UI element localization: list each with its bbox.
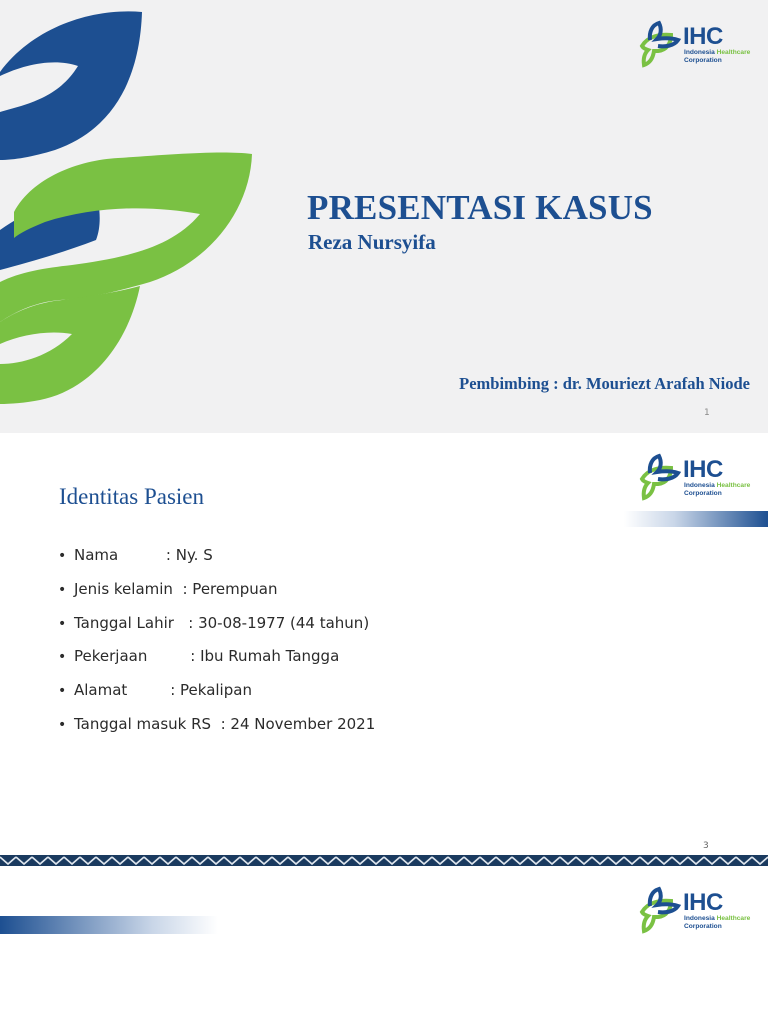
- item-value: : 24 November 2021: [220, 714, 376, 733]
- patient-identity-slide: [0, 433, 768, 857]
- logo-acronym: IHC: [683, 889, 723, 916]
- ihc-cross-leaf-icon: [638, 20, 682, 68]
- logo-acronym: IHC: [683, 23, 723, 50]
- title-slide: [0, 0, 768, 433]
- item-value: : Ny. S: [165, 546, 213, 564]
- bullet-icon: •: [58, 615, 67, 632]
- page-number: 1: [704, 408, 710, 418]
- list-item: [58, 644, 375, 678]
- item-label: Jenis kelamin: [74, 579, 183, 598]
- next-slide-partial: [0, 866, 768, 1024]
- logo-tagline: Indonesia Healthcare Corporation: [684, 49, 751, 64]
- logo-tagline: Indonesia Healthcare Corporation: [684, 482, 751, 497]
- ihc-cross-leaf-icon: [638, 453, 682, 501]
- page-number: 3: [703, 841, 709, 851]
- list-item: [58, 712, 375, 746]
- item-label: Tanggal masuk RS: [74, 714, 221, 733]
- ihc-logo: [638, 453, 756, 503]
- bullet-icon: •: [58, 716, 67, 733]
- bullet-icon: •: [58, 581, 67, 598]
- item-value: : Pekalipan: [170, 681, 252, 700]
- logo-acronym: IHC: [683, 456, 723, 483]
- item-label: Alamat: [74, 681, 171, 700]
- ihc-cross-leaf-icon: [638, 886, 682, 934]
- header-gradient-bar: [624, 511, 768, 527]
- item-label: Pekerjaan: [74, 647, 191, 666]
- list-item: [58, 577, 375, 611]
- item-label: Nama: [74, 546, 166, 564]
- section-heading: Identitas Pasien: [59, 484, 204, 509]
- logo-tagline: Indonesia Healthcare Corporation: [684, 915, 751, 930]
- ihc-logo: [638, 886, 756, 936]
- list-item: [58, 543, 375, 577]
- item-label: Tanggal Lahir: [74, 613, 189, 632]
- bullet-icon: •: [58, 649, 67, 666]
- bullet-icon: •: [58, 683, 67, 700]
- slide-separator-pattern: [0, 855, 768, 866]
- patient-details-list: [58, 543, 375, 746]
- list-item: [58, 611, 375, 645]
- presenter-name: Reza Nursyifa: [308, 230, 436, 254]
- item-value: : 30-08-1977 (44 tahun): [188, 613, 370, 632]
- header-gradient-bar: [0, 916, 218, 934]
- slide-title: PRESENTASI KASUS: [307, 188, 653, 227]
- ihc-logo: [638, 20, 756, 70]
- bullet-icon: •: [58, 548, 67, 564]
- item-value: : Perempuan: [182, 579, 278, 598]
- list-item: [58, 678, 375, 712]
- item-value: : Ibu Rumah Tangga: [190, 647, 340, 666]
- supervisor-line: Pembimbing : dr. Mouriezt Arafah Niode: [459, 374, 750, 393]
- leaf-decoration-icon: [0, 0, 260, 433]
